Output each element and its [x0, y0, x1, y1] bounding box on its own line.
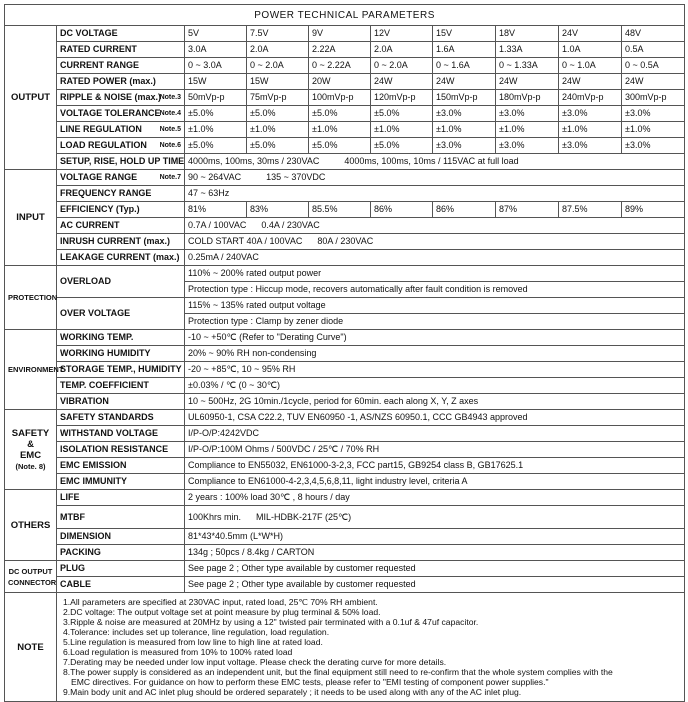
value-cell: 15V — [433, 26, 496, 42]
group-note-ref: (Note. 8) — [15, 461, 46, 471]
output-row-dc-voltage — [5, 26, 685, 42]
value-cell: I/P-O/P:4242VDC — [185, 426, 685, 442]
row-label: LEAKAGE CURRENT (max.) — [57, 250, 185, 266]
parameters-table — [4, 4, 685, 702]
row-label: CABLE — [57, 577, 185, 593]
row-label: LIFE — [57, 490, 185, 506]
value-cell: 0 ~ 2.22A — [309, 58, 371, 74]
output-row-load-regulation — [5, 138, 685, 154]
output-row-current-range — [5, 58, 685, 74]
output-row-setup-time — [5, 154, 685, 170]
value-cell: Protection type : Hiccup mode, recovers automatically after fault condition is removed — [185, 282, 685, 298]
output-row-rated-current — [5, 42, 685, 58]
note-ref: Note.5 — [159, 126, 181, 133]
group-others: OTHERS — [5, 490, 57, 561]
group-environment: ENVIRONMENT — [5, 330, 57, 410]
value-cell: 83% — [247, 202, 309, 218]
safety-row — [5, 442, 685, 458]
protection-row-overload-1 — [5, 266, 685, 282]
value-cell: 1.6A — [433, 42, 496, 58]
row-label: PLUG — [57, 561, 185, 577]
value-cell: 120mVp-p — [371, 90, 433, 106]
note-item: 4.Tolerance: includes set up tolerance, line regulation, load regulation. — [63, 627, 330, 637]
value-cell: 20W — [309, 74, 371, 90]
value-cell: 18V — [496, 26, 559, 42]
row-label — [57, 122, 185, 138]
row-label — [57, 90, 185, 106]
row-label: WITHSTAND VOLTAGE — [57, 426, 185, 442]
value-cell: 115% ~ 135% rated output voltage — [185, 298, 685, 314]
value-cell: 10 ~ 500Hz, 2G 10min./1cycle, period for 60min. each along X, Y, Z axes — [185, 394, 685, 410]
value-cell: 24W — [433, 74, 496, 90]
value-cell: 90 ~ 264VAC 135 ~ 370VDC — [185, 170, 685, 186]
value-cell: 1.33A — [496, 42, 559, 58]
row-label: RATED CURRENT — [57, 42, 185, 58]
value-cell: 2.0A — [247, 42, 309, 58]
value-cell: ±3.0% — [496, 138, 559, 154]
protection-row-overvoltage-1 — [5, 298, 685, 314]
value-cell: 87.5% — [559, 202, 622, 218]
row-label: FREQUENCY RANGE — [57, 186, 185, 202]
row-label: EMC IMMUNITY — [57, 474, 185, 490]
value-cell: 1.0A — [559, 42, 622, 58]
value-cell: Compliance to EN61000-4-2,3,4,5,6,8,11, light industry level, criteria A — [185, 474, 685, 490]
value-cell: ±1.0% — [559, 122, 622, 138]
value-cell: ±5.0% — [371, 138, 433, 154]
others-row — [5, 529, 685, 545]
note-ref: Note.6 — [159, 142, 181, 149]
note-ref: Note.4 — [159, 110, 181, 117]
input-row-inrush — [5, 234, 685, 250]
value-cell: 0 ~ 2.0A — [371, 58, 433, 74]
environment-row — [5, 330, 685, 346]
value-cell: ±5.0% — [185, 138, 247, 154]
value-cell: ±1.0% — [496, 122, 559, 138]
note-item: 5.Line regulation is measured from low line to high line at rated load. — [63, 637, 323, 647]
row-label — [57, 106, 185, 122]
row-label: OVERLOAD — [57, 266, 185, 298]
value-cell: See page 2 ; Other type available by customer requested — [185, 561, 685, 577]
output-row-line-regulation — [5, 122, 685, 138]
input-row-voltage-range — [5, 170, 685, 186]
row-label: EFFICIENCY (Typ.) — [57, 202, 185, 218]
input-row-frequency — [5, 186, 685, 202]
group-note: NOTE — [5, 593, 57, 702]
value-cell: ±1.0% — [185, 122, 247, 138]
value-cell: 150mVp-p — [433, 90, 496, 106]
value-cell: 20% ~ 90% RH non-condensing — [185, 346, 685, 362]
value-cell: ±0.03% / ℃ (0 ~ 30℃) — [185, 378, 685, 394]
row-label-text: LOAD REGULATION — [60, 140, 147, 150]
environment-row — [5, 378, 685, 394]
value-cell: 50mVp-p — [185, 90, 247, 106]
note-item: 2.DC voltage: The output voltage set at point measure by plug terminal & 50% load. — [63, 607, 381, 617]
value-cell: 81% — [185, 202, 247, 218]
value-cell: 0 ~ 0.5A — [622, 58, 685, 74]
output-row-rated-power — [5, 74, 685, 90]
value-cell: ±3.0% — [433, 138, 496, 154]
value-cell: 9V — [309, 26, 371, 42]
value-cell: ±5.0% — [371, 106, 433, 122]
note-ref: Note.7 — [159, 174, 181, 181]
group-label-line2: EMC — [19, 449, 42, 461]
value-cell: 2.22A — [309, 42, 371, 58]
value-cell: 5V — [185, 26, 247, 42]
safety-row — [5, 474, 685, 490]
row-label: INRUSH CURRENT (max.) — [57, 234, 185, 250]
group-label-line2: CONNECTOR — [8, 577, 57, 587]
others-row — [5, 490, 685, 506]
value-cell: 24W — [622, 74, 685, 90]
value-cell: 0 ~ 1.6A — [433, 58, 496, 74]
value-cell: ±5.0% — [309, 138, 371, 154]
output-row-ripple-noise — [5, 90, 685, 106]
value-cell: 7.5V — [247, 26, 309, 42]
value-cell: 0 ~ 2.0A — [247, 58, 309, 74]
value-cell: ±5.0% — [309, 106, 371, 122]
value-cell: ±1.0% — [622, 122, 685, 138]
output-row-voltage-tolerance — [5, 106, 685, 122]
row-label: EMC EMISSION — [57, 458, 185, 474]
value-cell: ±5.0% — [185, 106, 247, 122]
value-cell: 15W — [247, 74, 309, 90]
value-cell: ±1.0% — [247, 122, 309, 138]
group-label-line1: SAFETY & — [11, 427, 50, 450]
value-cell: 48V — [622, 26, 685, 42]
value-cell: 87% — [496, 202, 559, 218]
notes-list — [57, 593, 684, 701]
safety-row — [5, 426, 685, 442]
value-cell: 47 ~ 63Hz — [185, 186, 685, 202]
value-cell: ±3.0% — [433, 106, 496, 122]
group-safety-emc — [5, 410, 57, 490]
group-input: INPUT — [5, 170, 57, 266]
value-cell: -20 ~ +85℃, 10 ~ 95% RH — [185, 362, 685, 378]
input-row-ac-current — [5, 218, 685, 234]
note-item: 3.Ripple & noise are measured at 20MHz by using a 12" twisted pair terminated with a 0.1uf & 47uf capacitor. — [63, 617, 479, 627]
value-cell: ±3.0% — [622, 138, 685, 154]
value-cell: 12V — [371, 26, 433, 42]
row-label: WORKING HUMIDITY — [57, 346, 185, 362]
group-output: OUTPUT — [5, 26, 57, 170]
connector-row — [5, 561, 685, 577]
value-cell: 0 ~ 1.33A — [496, 58, 559, 74]
value-cell: 24W — [496, 74, 559, 90]
note-item: 7.Derating may be needed under low input voltage. Please check the derating curve for more details. — [63, 657, 447, 667]
value-cell: ±3.0% — [559, 138, 622, 154]
notes-cell — [57, 593, 685, 702]
value-cell: 86% — [371, 202, 433, 218]
value-cell: -10 ~ +50℃ (Refer to "Derating Curve") — [185, 330, 685, 346]
value-cell: Protection type : Clamp by zener diode — [185, 314, 685, 330]
value-cell: 2.0A — [371, 42, 433, 58]
safety-row — [5, 458, 685, 474]
value-cell: ±3.0% — [559, 106, 622, 122]
row-label: RATED POWER (max.) — [57, 74, 185, 90]
note-item: 1.All parameters are specified at 230VAC input, rated load, 25℃ 70% RH ambient. — [63, 597, 378, 607]
value-cell: 15W — [185, 74, 247, 90]
value-cell: 81*43*40.5mm (L*W*H) — [185, 529, 685, 545]
environment-row — [5, 362, 685, 378]
group-connector — [5, 561, 57, 593]
value-cell: Compliance to EN55032, EN61000-3-2,3, FCC part15, GB9254 class B, GB17625.1 — [185, 458, 685, 474]
value-cell: 0.7A / 100VAC 0.4A / 230VAC — [185, 218, 685, 234]
input-row-leakage — [5, 250, 685, 266]
value-cell: 0.25mA / 240VAC — [185, 250, 685, 266]
value-cell: 75mVp-p — [247, 90, 309, 106]
row-label: ISOLATION RESISTANCE — [57, 442, 185, 458]
row-label: SAFETY STANDARDS — [57, 410, 185, 426]
environment-row — [5, 346, 685, 362]
others-row — [5, 545, 685, 561]
note-item: EMC directives. For guidance on how to perform these EMC tests, please refer to "EMI testing of component power supplies." — [71, 677, 549, 687]
row-label: DC VOLTAGE — [57, 26, 185, 42]
safety-row — [5, 410, 685, 426]
value-cell: 0 ~ 1.0A — [559, 58, 622, 74]
value-cell: ±1.0% — [433, 122, 496, 138]
value-cell: 86% — [433, 202, 496, 218]
value-cell: COLD START 40A / 100VAC 80A / 230VAC — [185, 234, 685, 250]
note-item: 6.Load regulation is measured from 10% to 100% rated load — [63, 647, 293, 657]
environment-row — [5, 394, 685, 410]
row-label: VIBRATION — [57, 394, 185, 410]
value-cell: 85.5% — [309, 202, 371, 218]
row-label: CURRENT RANGE — [57, 58, 185, 74]
note-ref: Note.3 — [159, 94, 181, 101]
value-cell: 180mVp-p — [496, 90, 559, 106]
row-label: PACKING — [57, 545, 185, 561]
input-row-efficiency — [5, 202, 685, 218]
note-item: 8.The power supply is considered as an independent unit, but the final equipment still need to re-confirm that the whole system complies with the — [63, 667, 613, 677]
value-cell: 0.5A — [622, 42, 685, 58]
value-cell: 4000ms, 100ms, 30ms / 230VAC 4000ms, 100ms, 10ms / 115VAC at full load — [185, 154, 685, 170]
row-label-text: LINE REGULATION — [60, 124, 142, 134]
row-label: SETUP, RISE, HOLD UP TIME — [57, 154, 185, 170]
value-cell: 110% ~ 200% rated output power — [185, 266, 685, 282]
row-label: AC CURRENT — [57, 218, 185, 234]
row-label: TEMP. COEFFICIENT — [57, 378, 185, 394]
row-label-text: VOLTAGE TOLERANCE — [60, 108, 161, 118]
value-cell: ±3.0% — [496, 106, 559, 122]
value-cell: I/P-O/P:100M Ohms / 500VDC / 25℃ / 70% RH — [185, 442, 685, 458]
row-label: MTBF — [57, 506, 185, 529]
connector-row — [5, 577, 685, 593]
row-label: OVER VOLTAGE — [57, 298, 185, 330]
note-item: 9.Main body unit and AC inlet plug should be ordered separately ; it needs to be used along with any of the AC inlet plug. — [63, 687, 522, 697]
value-cell: ±1.0% — [309, 122, 371, 138]
power-parameters-sheet — [4, 4, 684, 702]
value-cell: 24W — [559, 74, 622, 90]
row-label: WORKING TEMP. — [57, 330, 185, 346]
others-row — [5, 506, 685, 529]
value-cell: 24W — [371, 74, 433, 90]
row-label — [57, 138, 185, 154]
row-label: STORAGE TEMP., HUMIDITY — [57, 362, 185, 378]
value-cell: 3.0A — [185, 42, 247, 58]
value-cell: 2 years : 100% load 30℃ , 8 hours / day — [185, 490, 685, 506]
value-cell: ±5.0% — [247, 138, 309, 154]
value-cell: 89% — [622, 202, 685, 218]
row-label-text: RIPPLE & NOISE (max.) — [60, 92, 162, 102]
value-cell: ±3.0% — [622, 106, 685, 122]
value-cell: 0 ~ 3.0A — [185, 58, 247, 74]
value-cell: 134g ; 50pcs / 8.4kg / CARTON — [185, 545, 685, 561]
row-label-text: VOLTAGE RANGE — [60, 172, 138, 182]
value-cell: 240mVp-p — [559, 90, 622, 106]
value-cell: See page 2 ; Other type available by customer requested — [185, 577, 685, 593]
table-title: POWER TECHNICAL PARAMETERS — [5, 5, 685, 26]
row-label: DIMENSION — [57, 529, 185, 545]
value-cell: ±1.0% — [371, 122, 433, 138]
value-cell: 24V — [559, 26, 622, 42]
group-label-line1: DC OUTPUT — [8, 566, 53, 576]
row-label — [57, 170, 185, 186]
group-protection: PROTECTION — [5, 266, 57, 330]
value-cell: 300mVp-p — [622, 90, 685, 106]
value-cell: ±5.0% — [247, 106, 309, 122]
notes-row — [5, 593, 685, 702]
value-cell: UL60950-1, CSA C22.2, TUV EN60950 -1, AS/NZS 60950.1, CCC GB4943 approved — [185, 410, 685, 426]
value-cell: 100Khrs min. MIL-HDBK-217F (25℃) — [185, 506, 685, 529]
value-cell: 100mVp-p — [309, 90, 371, 106]
